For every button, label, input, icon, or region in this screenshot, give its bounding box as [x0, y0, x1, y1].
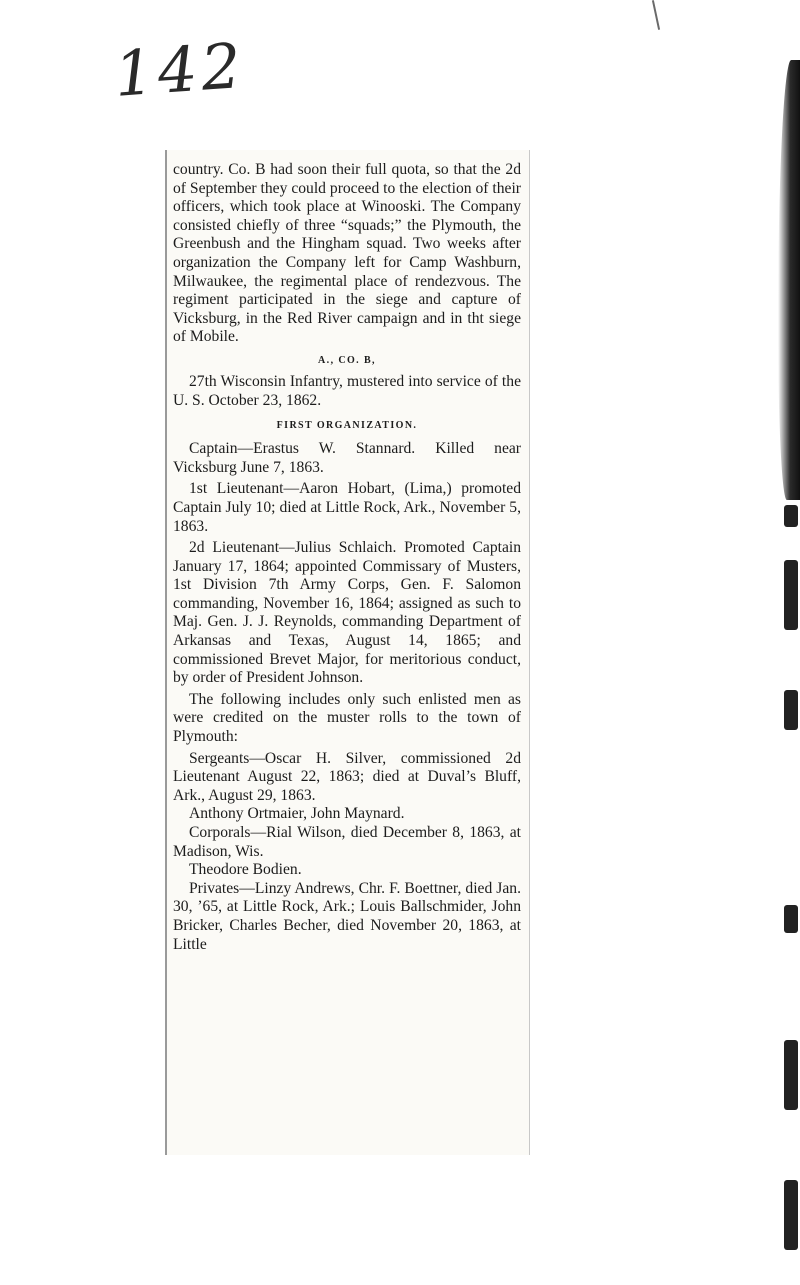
scan-edge-mark [784, 560, 798, 630]
scan-edge-line [652, 0, 660, 30]
scan-edge-mark [784, 505, 798, 527]
organization-heading: FIRST ORGANIZATION. [276, 420, 418, 432]
article-paragraph: The following includes only such enlisted men as were credited on the muster rolls to the town of Plymouth: [173, 690, 521, 746]
article-paragraph: Sergeants—Oscar H. Silver, commissioned 2d Lieutenant August 22, 1863; died at Duval’s Bluff, Ark., August 29, 1863. [173, 749, 521, 804]
scan-edge-mark [784, 905, 798, 933]
article-paragraph: Theodore Bodien. [189, 861, 302, 879]
article-column [173, 161, 521, 954]
article-paragraph: 27th Wisconsin Infantry, mustered into service of the U. S. October 23, 1862. [173, 372, 521, 409]
scan-edge-mark [784, 1040, 798, 1110]
article-paragraph: country. Co. B had soon their full quota, so that the 2d of September they could proceed to the election of their officers, which took place at Winooski. The Company consisted chiefly of three “squads;” the Plymouth, the Greenbush and the Hingham squad. Two weeks after organization the Company left for Camp Washburn, Milwaukee, the regimental place of rendezvous. The regiment participated in the siege and capture of Vicksburg, in the Red River campaign and in tht siege of Mobile. [173, 161, 521, 346]
article-paragraph: 2d Lieutenant—Julius Schlaich. Promoted Captain January 17, 1864; appointed Commissary of Musters, 1st Division 7th Army Corps, Gen. F. Salomon commanding, November 16, 1864; assigned as such to Maj. Gen. J. J. Reynolds, commanding Department of Arkansas and Texas, August 14, 1865; and commissioned Brevet Major, for meritorious conduct, by order of President Johnson. [173, 539, 521, 687]
company-heading: A., CO. B, [318, 354, 376, 366]
handwritten-page-number: 142 [112, 28, 248, 111]
scan-edge-mark [784, 1180, 798, 1250]
article-paragraph: Corporals—Rial Wilson, died December 8, 1863, at Madison, Wis. [173, 824, 521, 860]
scan-binding-edge [778, 60, 800, 500]
scan-edge-mark [784, 690, 798, 730]
article-paragraph: Anthony Ortmaier, John Maynard. [189, 805, 405, 823]
article-paragraph: Captain—Erastus W. Stannard. Killed near Vicksburg June 7, 1863. [173, 440, 521, 476]
article-paragraph: Privates—Linzy Andrews, Chr. F. Boettner, died Jan. 30, ’65, at Little Rock, Ark.; Louis Ballschmider, John Bricker, Charles Becher, died November 20, 1863, at Little [173, 879, 521, 953]
article-paragraph: 1st Lieutenant—Aaron Hobart, (Lima,) promoted Captain July 10; died at Little Rock, Ark., November 5, 1863. [173, 480, 521, 535]
